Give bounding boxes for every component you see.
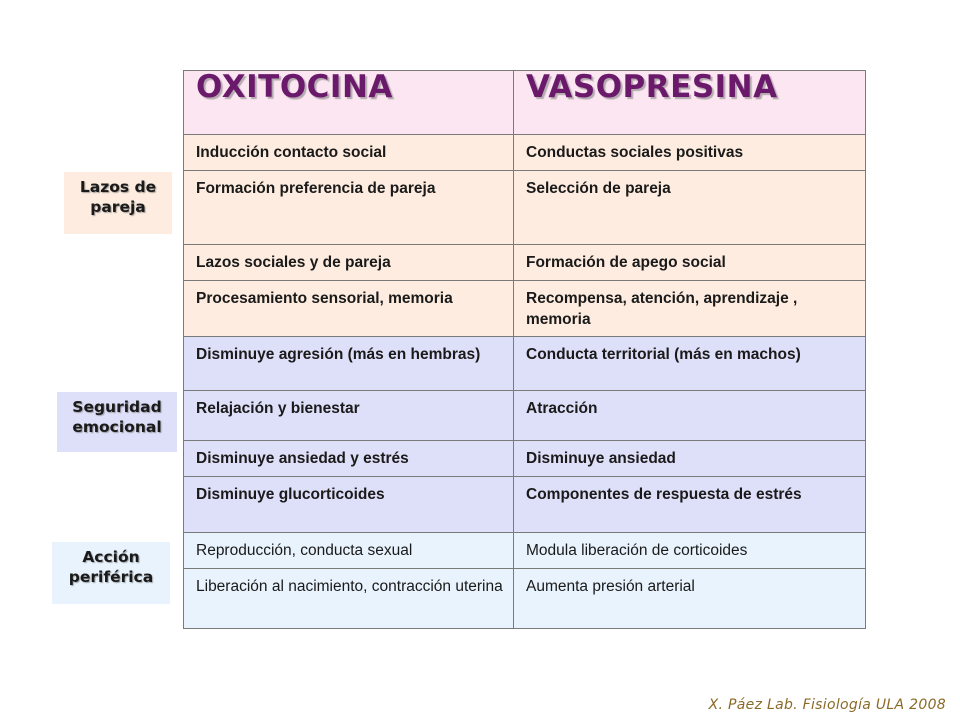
table-row: [184, 337, 866, 391]
side-label-line: emocional: [72, 418, 162, 436]
vasopresina-cell: Conducta territorial (más en machos): [514, 337, 866, 391]
vasopresina-cell: Atracción: [514, 391, 866, 441]
table-row: [184, 135, 866, 171]
table-row: [184, 441, 866, 477]
side-label-line: Seguridad: [72, 398, 162, 416]
table-row: [184, 569, 866, 629]
oxitocina-cell: Disminuye glucorticoides: [184, 477, 514, 533]
comparison-table: [183, 70, 866, 629]
vasopresina-cell: Modula liberación de corticoides: [514, 533, 866, 569]
oxitocina-cell: Lazos sociales y de pareja: [184, 245, 514, 281]
vasopresina-cell: Recompensa, atención, aprendizaje , memoria: [514, 281, 866, 337]
vasopresina-cell: Componentes de respuesta de estrés: [514, 477, 866, 533]
oxitocina-cell: Disminuye ansiedad y estrés: [184, 441, 514, 477]
header-row: [184, 71, 866, 135]
table-row: [184, 171, 866, 245]
header-vasopresina: VASOPRESINA: [514, 71, 866, 135]
oxitocina-cell: Relajación y bienestar: [184, 391, 514, 441]
oxitocina-cell: Disminuye agresión (más en hembras): [184, 337, 514, 391]
side-label-line: Lazos de: [79, 178, 157, 196]
oxitocina-cell: Reproducción, conducta sexual: [184, 533, 514, 569]
vasopresina-cell: Selección de pareja: [514, 171, 866, 245]
oxitocina-cell: Formación preferencia de pareja: [184, 171, 514, 245]
vasopresina-cell: Formación de apego social: [514, 245, 866, 281]
side-label-seguridad-emocional: [57, 392, 177, 452]
side-label-lazos-de-pareja: [64, 172, 172, 234]
oxitocina-cell: Procesamiento sensorial, memoria: [184, 281, 514, 337]
side-label-line: Acción: [82, 548, 140, 566]
header-oxitocina: OXITOCINA: [184, 71, 514, 135]
vasopresina-cell: Conductas sociales positivas: [514, 135, 866, 171]
oxitocina-cell: Inducción contacto social: [184, 135, 514, 171]
table-row: [184, 391, 866, 441]
table-row: [184, 533, 866, 569]
oxitocina-cell: Liberación al nacimiento, contracción uterina: [184, 569, 514, 629]
vasopresina-cell: Disminuye ansiedad: [514, 441, 866, 477]
side-label-line: pareja: [90, 198, 146, 216]
author-credit: X. Páez Lab. Fisiología ULA 2008: [708, 697, 946, 713]
side-label-line: periférica: [68, 568, 154, 586]
table-row: [184, 477, 866, 533]
vasopresina-cell: Aumenta presión arterial: [514, 569, 866, 629]
table-row: [184, 245, 866, 281]
table-row: [184, 281, 866, 337]
side-label-accion-periferica: [52, 542, 170, 604]
